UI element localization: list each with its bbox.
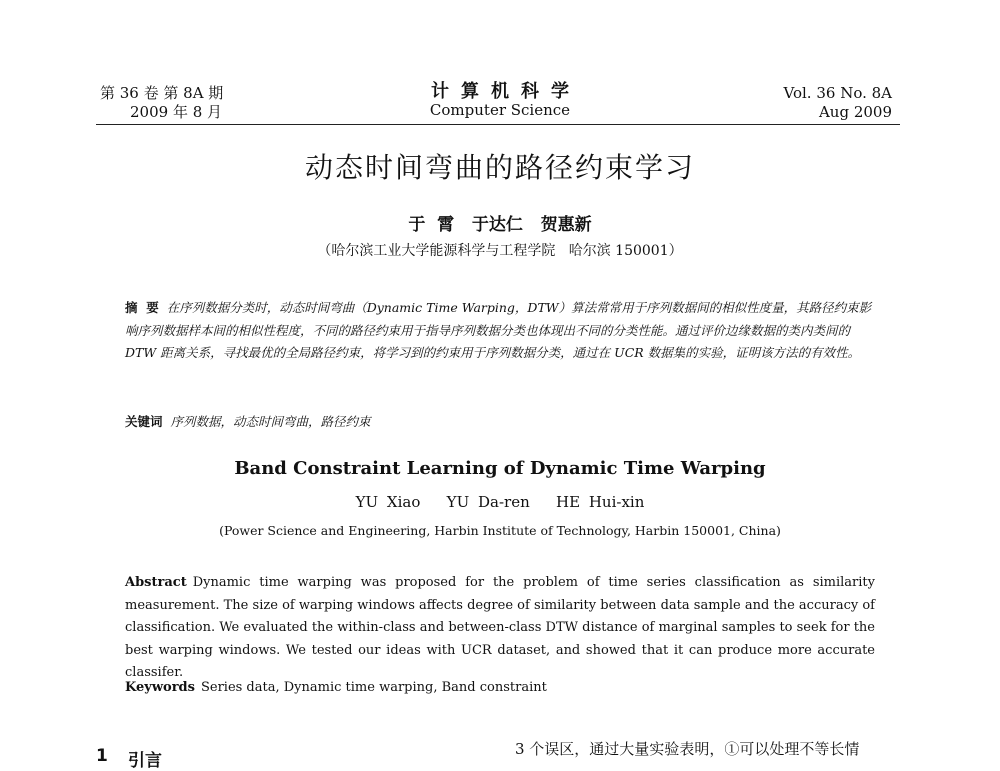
authors-en: YU Xiao YU Da-ren HE Hui-xin xyxy=(355,493,645,511)
volume-date-en: Aug 2009 xyxy=(818,103,892,121)
authors-cn: 于 霄 于达仁 贺惠新 xyxy=(408,215,592,235)
keywords-en-label: Keywords xyxy=(125,680,195,695)
paper-title-en: Band Constraint Learning of Dynamic Time Warping xyxy=(234,458,766,479)
keywords-en-text: Series data, Dynamic time warping, Band constraint xyxy=(200,680,547,695)
volume-number-en: Vol. 36 No. 8A xyxy=(783,84,892,102)
journal-name-en: Computer Science xyxy=(429,101,571,119)
section-number: 1 xyxy=(96,746,108,766)
issue-date: 2009 年 8 月 xyxy=(130,103,223,121)
keywords-cn-label: 关键词 xyxy=(125,414,163,429)
abstract-cn xyxy=(125,297,875,365)
affiliation-cn: （哈尔滨工业大学能源科学与工程学院 哈尔滨 150001） xyxy=(317,243,683,259)
journal-volume-en xyxy=(784,84,892,122)
journal-name xyxy=(400,82,600,120)
abstract-en-text: Dynamic time warping was proposed for the problem of time series classification as similarity measurement. The size of warping windows affects degree of similarity between data sample and the accuracy of classification. We evaluated the within-class and between-class DTW distance of marginal samples to seek for the best warping windows. We tested our ideas with UCR dataset, and showed that it can produce more accurate classifer. xyxy=(125,575,875,680)
abstract-en xyxy=(125,572,875,685)
affiliation-en: (Power Science and Engineering, Harbin Institute of Technology, Harbin 150001, China) xyxy=(219,523,781,538)
abstract-cn-text: 在序列数据分类时，动态时间弯曲（Dynamic Time Warping，DTW）算法常常用于序列数据间的相似性度量，其路径约束影响序列数据样本间的相似性程度，不同的路径约束用于指导序列数据分类也体现出不同的分类性能。通过评价边缘数据的类内类间的 DTW 距离关系，寻找最优的全局路径约束，将学习到的约束用于序列数据分类，通过在 UCR 数据集的实验，证明该方法的有效性。 xyxy=(125,300,872,360)
issue-volume: 第 36 卷 第 8A 期 xyxy=(100,84,224,102)
abstract-en-label: Abstract xyxy=(125,575,187,590)
journal-name-cn: 计算机科学 xyxy=(431,81,581,102)
header-rule xyxy=(96,124,900,125)
keywords-cn-text: 序列数据，动态时间弯曲，路径约束 xyxy=(170,414,371,429)
body-text-fragment: 3 个误区，通过大量实验表明，①可以处理不等长情 xyxy=(515,740,860,758)
paper-title-cn: 动态时间弯曲的路径约束学习 xyxy=(304,151,695,184)
journal-issue-info xyxy=(100,84,223,122)
keywords-cn xyxy=(125,412,875,430)
section-title: 引言 xyxy=(128,751,162,771)
abstract-cn-label: 摘 要 xyxy=(125,300,159,315)
keywords-en xyxy=(125,680,875,695)
